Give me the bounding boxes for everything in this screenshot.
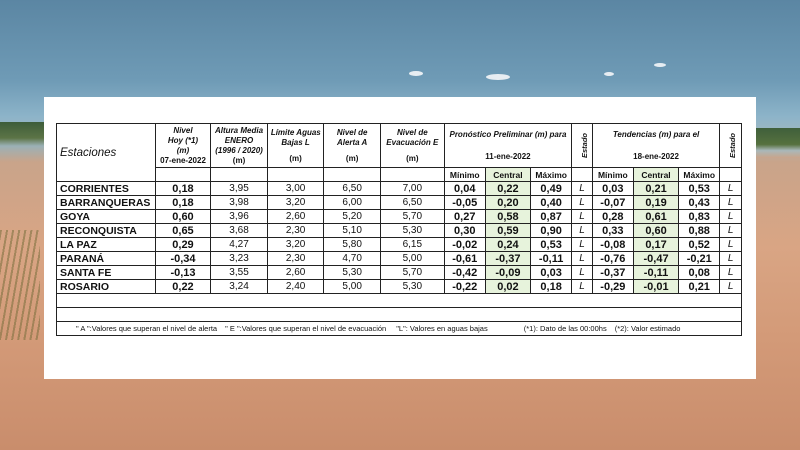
trend-max: 0,83 <box>679 210 720 224</box>
forecast-central: 0,20 <box>485 196 530 210</box>
level-today: 0,29 <box>155 238 211 252</box>
trend-max-header: Máximo <box>679 168 720 182</box>
evac-l1: Nivel de <box>396 127 428 137</box>
blank-cell <box>57 294 742 308</box>
trend-state: L <box>720 224 742 238</box>
blank-cell <box>57 308 742 322</box>
forecast-min: 0,27 <box>444 210 485 224</box>
blank-cell <box>324 168 381 182</box>
level-today: 0,18 <box>155 196 211 210</box>
footnote-note2: (*2): Valor estimado <box>614 324 681 333</box>
trend-title: Tendencias (m) para el <box>612 129 700 139</box>
trend-state: L <box>720 252 742 266</box>
trend-max: -0,21 <box>679 252 720 266</box>
low-limit: 3,20 <box>267 238 324 252</box>
blank-cell <box>267 168 324 182</box>
forecast-central: 0,59 <box>485 224 530 238</box>
cloud <box>604 72 614 76</box>
cloud <box>654 63 666 67</box>
alert-unit: (m) <box>345 153 359 163</box>
low-header <box>267 124 324 168</box>
trend-date: 18-ene-2022 <box>633 151 679 161</box>
forecast-min: -0,22 <box>444 280 485 294</box>
cloud <box>486 74 510 80</box>
level-today-header <box>155 124 211 168</box>
forecast-state: L <box>572 252 593 266</box>
blank-cell <box>155 168 211 182</box>
evac-level: 5,30 <box>380 224 444 238</box>
evac-l2: Evacuación E <box>386 137 439 147</box>
forecast-max: 0,53 <box>531 238 572 252</box>
alert-header <box>324 124 381 168</box>
evac-unit: (m) <box>406 153 419 163</box>
forecast-estado-header <box>572 124 593 168</box>
estado-label: Estado <box>580 132 590 159</box>
avg-height: 3,23 <box>211 252 268 266</box>
forecast-min: -0,42 <box>444 266 485 280</box>
avg-l1: Altura Media <box>215 125 264 135</box>
forecast-min: -0,61 <box>444 252 485 266</box>
trend-min: -0,08 <box>592 238 633 252</box>
trend-state: L <box>720 182 742 196</box>
low-l1: Límite Aguas <box>270 127 321 137</box>
avg-height: 3,96 <box>211 210 268 224</box>
estado-label: Estado <box>728 132 738 159</box>
table-row <box>57 266 742 280</box>
station-name: PARANÁ <box>57 252 156 266</box>
alert-level: 5,80 <box>324 238 381 252</box>
trend-max: 0,43 <box>679 196 720 210</box>
table-row <box>57 224 742 238</box>
table-row <box>57 210 742 224</box>
forecast-max: 0,03 <box>531 266 572 280</box>
level-today: -0,34 <box>155 252 211 266</box>
trend-state: L <box>720 238 742 252</box>
alert-level: 5,00 <box>324 280 381 294</box>
alert-l2: Alerta A <box>336 137 368 147</box>
forecast-central: 0,58 <box>485 210 530 224</box>
level-today-date: 07-ene-2022 <box>160 155 206 165</box>
station-name: SANTA FE <box>57 266 156 280</box>
forecast-date: 11-ene-2022 <box>485 151 531 161</box>
trend-state: L <box>720 280 742 294</box>
evac-level: 5,70 <box>380 210 444 224</box>
forecast-central-header: Central <box>485 168 530 182</box>
footnote-low: "L": Valores en aguas bajas <box>396 324 488 333</box>
table-row <box>57 238 742 252</box>
forecast-central: 0,02 <box>485 280 530 294</box>
level-today-l2: Hoy (*1) <box>167 135 199 145</box>
table-row <box>57 196 742 210</box>
avg-height: 3,98 <box>211 196 268 210</box>
forecast-central: -0,09 <box>485 266 530 280</box>
low-limit: 3,20 <box>267 196 324 210</box>
alert-level: 5,20 <box>324 210 381 224</box>
alert-l1: Nivel de <box>336 127 368 137</box>
trend-max: 0,08 <box>679 266 720 280</box>
blank-cell <box>720 168 742 182</box>
forecast-max: 0,49 <box>531 182 572 196</box>
low-limit: 2,30 <box>267 224 324 238</box>
level-today: 0,22 <box>155 280 211 294</box>
forecast-state: L <box>572 224 593 238</box>
footnote-row <box>57 322 742 336</box>
evac-level: 6,50 <box>380 196 444 210</box>
river-levels-table <box>56 123 742 336</box>
blank-row <box>57 308 742 322</box>
level-today-l3: (m) <box>176 145 190 155</box>
avg-height: 3,95 <box>211 182 268 196</box>
trend-min: 0,03 <box>592 182 633 196</box>
trend-central: 0,17 <box>633 238 678 252</box>
evac-header <box>380 124 444 168</box>
footnotes <box>57 322 742 336</box>
trend-central: 0,19 <box>633 196 678 210</box>
forecast-min-header: Mínimo <box>444 168 485 182</box>
blank-row <box>57 294 742 308</box>
river-levels-report <box>44 97 756 379</box>
forecast-title: Pronóstico Preliminar (m) para <box>449 129 567 139</box>
station-name: LA PAZ <box>57 238 156 252</box>
trend-max: 0,88 <box>679 224 720 238</box>
avg-height: 3,68 <box>211 224 268 238</box>
low-limit: 2,60 <box>267 266 324 280</box>
trend-min-header: Mínimo <box>592 168 633 182</box>
forecast-central: -0,37 <box>485 252 530 266</box>
forecast-state: L <box>572 280 593 294</box>
forecast-max: 0,18 <box>531 280 572 294</box>
trend-central: -0,11 <box>633 266 678 280</box>
forecast-header <box>444 124 572 168</box>
low-limit: 3,00 <box>267 182 324 196</box>
footnote-note1: (*1): Dato de las 00:00hs <box>523 324 607 333</box>
forecast-state: L <box>572 238 593 252</box>
alert-level: 6,50 <box>324 182 381 196</box>
trend-max: 0,52 <box>679 238 720 252</box>
forecast-max: 0,87 <box>531 210 572 224</box>
stations-header: Estaciones <box>57 124 156 182</box>
level-today-l1: Nivel <box>173 125 193 135</box>
trend-state: L <box>720 196 742 210</box>
trend-max: 0,53 <box>679 182 720 196</box>
station-name: RECONQUISTA <box>57 224 156 238</box>
forecast-max: 0,40 <box>531 196 572 210</box>
blank-cell <box>211 168 268 182</box>
station-name: CORRIENTES <box>57 182 156 196</box>
forecast-max: 0,90 <box>531 224 572 238</box>
alert-level: 5,30 <box>324 266 381 280</box>
trend-estado-header <box>720 124 742 168</box>
trend-min: -0,37 <box>592 266 633 280</box>
low-limit: 2,30 <box>267 252 324 266</box>
level-today: 0,18 <box>155 182 211 196</box>
avg-height: 4,27 <box>211 238 268 252</box>
table-row <box>57 182 742 196</box>
trend-central: 0,60 <box>633 224 678 238</box>
evac-level: 6,15 <box>380 238 444 252</box>
trend-max: 0,21 <box>679 280 720 294</box>
forecast-central: 0,24 <box>485 238 530 252</box>
forecast-state: L <box>572 196 593 210</box>
avg-l3: (1996 / 2020) <box>215 145 263 155</box>
trend-central-header: Central <box>633 168 678 182</box>
trend-central: 0,21 <box>633 182 678 196</box>
evac-level: 5,30 <box>380 280 444 294</box>
riverbank-left <box>0 122 44 162</box>
trend-state: L <box>720 210 742 224</box>
cloud <box>409 71 423 76</box>
footnote-alert: " A ":Valores que superan el nivel de alerta <box>76 324 218 333</box>
forecast-min: -0,02 <box>444 238 485 252</box>
avg-height: 3,24 <box>211 280 268 294</box>
trend-min: 0,33 <box>592 224 633 238</box>
station-name: GOYA <box>57 210 156 224</box>
trend-min: -0,29 <box>592 280 633 294</box>
trend-min: 0,28 <box>592 210 633 224</box>
trend-central: -0,47 <box>633 252 678 266</box>
low-limit: 2,40 <box>267 280 324 294</box>
alert-level: 4,70 <box>324 252 381 266</box>
trend-central: 0,61 <box>633 210 678 224</box>
station-name: BARRANQUERAS <box>57 196 156 210</box>
low-unit: (m) <box>289 153 302 163</box>
avg-height: 3,55 <box>211 266 268 280</box>
avg-unit: (m) <box>232 155 246 165</box>
table-row <box>57 252 742 266</box>
forecast-min: -0,05 <box>444 196 485 210</box>
table-row <box>57 280 742 294</box>
trend-central: -0,01 <box>633 280 678 294</box>
forecast-max: -0,11 <box>531 252 572 266</box>
level-today: 0,60 <box>155 210 211 224</box>
level-today: -0,13 <box>155 266 211 280</box>
riverbank-right <box>756 128 800 158</box>
alert-level: 5,10 <box>324 224 381 238</box>
trend-min: -0,07 <box>592 196 633 210</box>
blank-cell <box>380 168 444 182</box>
avg-l2: ENERO <box>224 135 254 145</box>
forecast-max-header: Máximo <box>531 168 572 182</box>
forecast-state: L <box>572 266 593 280</box>
forecast-central: 0,22 <box>485 182 530 196</box>
level-today: 0,65 <box>155 224 211 238</box>
avg-header <box>211 124 268 168</box>
forecast-state: L <box>572 182 593 196</box>
alert-level: 6,00 <box>324 196 381 210</box>
evac-level: 5,70 <box>380 266 444 280</box>
trend-state: L <box>720 266 742 280</box>
station-name: ROSARIO <box>57 280 156 294</box>
forecast-min: 0,04 <box>444 182 485 196</box>
evac-level: 7,00 <box>380 182 444 196</box>
footnote-evac: " E ":Valores que superan el nivel de evacuación <box>225 324 387 333</box>
dry-grass <box>0 230 40 340</box>
low-limit: 2,60 <box>267 210 324 224</box>
subheader-row <box>57 168 742 182</box>
forecast-state: L <box>572 210 593 224</box>
low-l2: Bajas L <box>281 137 310 147</box>
header-row <box>57 124 742 168</box>
blank-cell <box>572 168 593 182</box>
forecast-min: 0,30 <box>444 224 485 238</box>
trend-header <box>592 124 720 168</box>
trend-min: -0,76 <box>592 252 633 266</box>
evac-level: 5,00 <box>380 252 444 266</box>
